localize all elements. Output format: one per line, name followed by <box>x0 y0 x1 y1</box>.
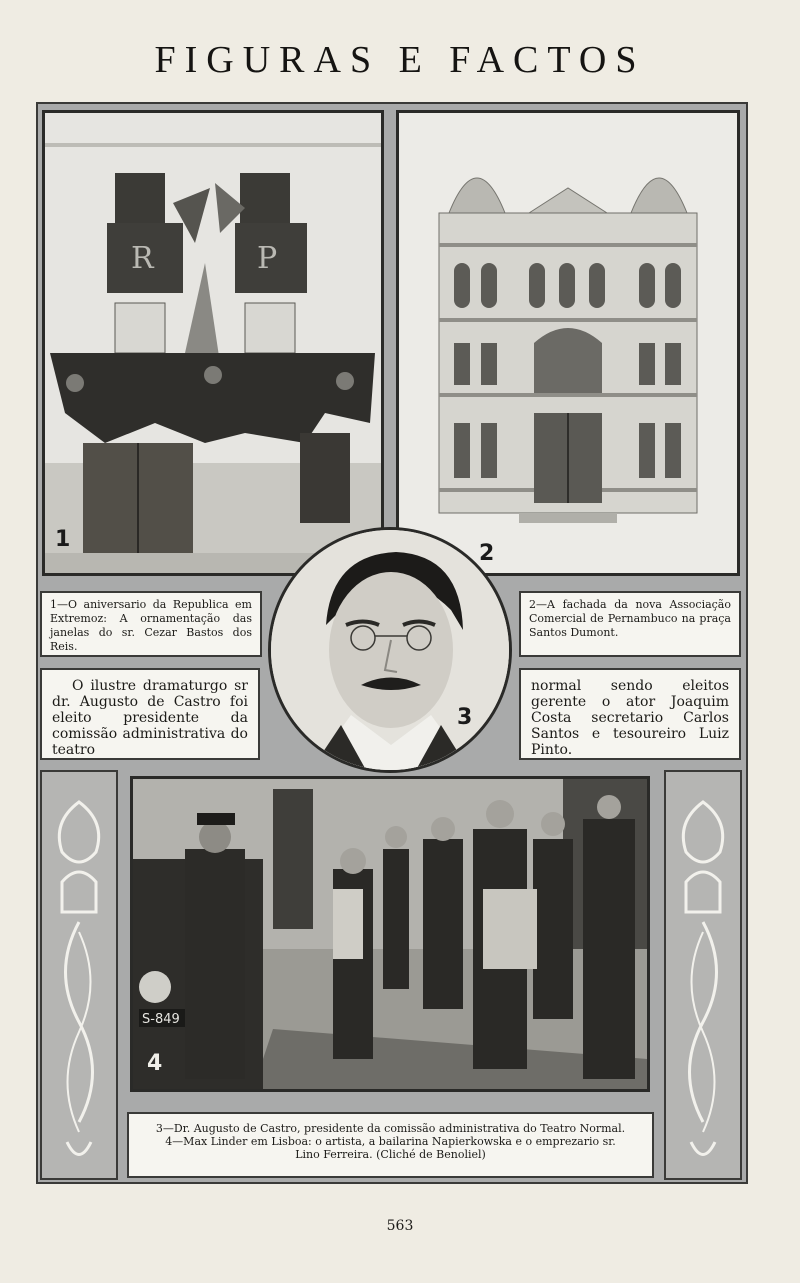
caption-line-3: 3—Dr. Augusto de Castro, presidente da comissão administrativa do Teatro Normal. <box>155 1122 626 1135</box>
page-number: 563 <box>386 1218 414 1234</box>
photo-number-3: 3 <box>457 705 473 730</box>
photo-pernambuco-facade <box>396 110 740 576</box>
photo-number-4: 4 <box>147 1051 163 1076</box>
page-title: FIGURAS E FACTOS <box>154 39 646 81</box>
portrait-augusto-de-castro <box>268 527 512 773</box>
photo-extremoz-windows <box>42 110 384 576</box>
text-block-right: normal sendo eleitos gerente o ator Joaquim Costa secretario Carlos Santos e tesoureiro Luiz Pinto. <box>519 668 741 760</box>
caption-line-4: 4—Max Linder em Lisboa: o artista, a bailarina Napierkowska e o emprezario sr. <box>165 1135 616 1148</box>
ornament-panel-right <box>664 770 742 1180</box>
photo-max-linder-lisboa <box>130 776 650 1092</box>
caption-photo-2: 2—A fachada da nova Associação Comercial de Pernambuco na praça Santos Dumont. <box>519 591 741 657</box>
car-plate: S-849 <box>142 1012 180 1027</box>
text-block-left: O ilustre dramaturgo sr dr. Augusto de Castro foi eleito presidente da comissão administrativa do teatro <box>40 668 260 760</box>
banner-letter-r: R <box>131 241 154 276</box>
photo-number-2: 2 <box>479 541 495 566</box>
banner-letter-p: P <box>257 241 278 276</box>
caption-line-4-continued: Lino Ferreira. (Cliché de Benoliel) <box>295 1148 486 1161</box>
caption-photo-1: 1—O aniversario da Republica em Extremoz: A ornamentação das janelas do sr. Cezar Bastos dos Reis. <box>40 591 262 657</box>
ornament-panel-left <box>40 770 118 1180</box>
photo-number-1: 1 <box>55 527 71 552</box>
caption-photos-3-4 <box>127 1112 654 1178</box>
